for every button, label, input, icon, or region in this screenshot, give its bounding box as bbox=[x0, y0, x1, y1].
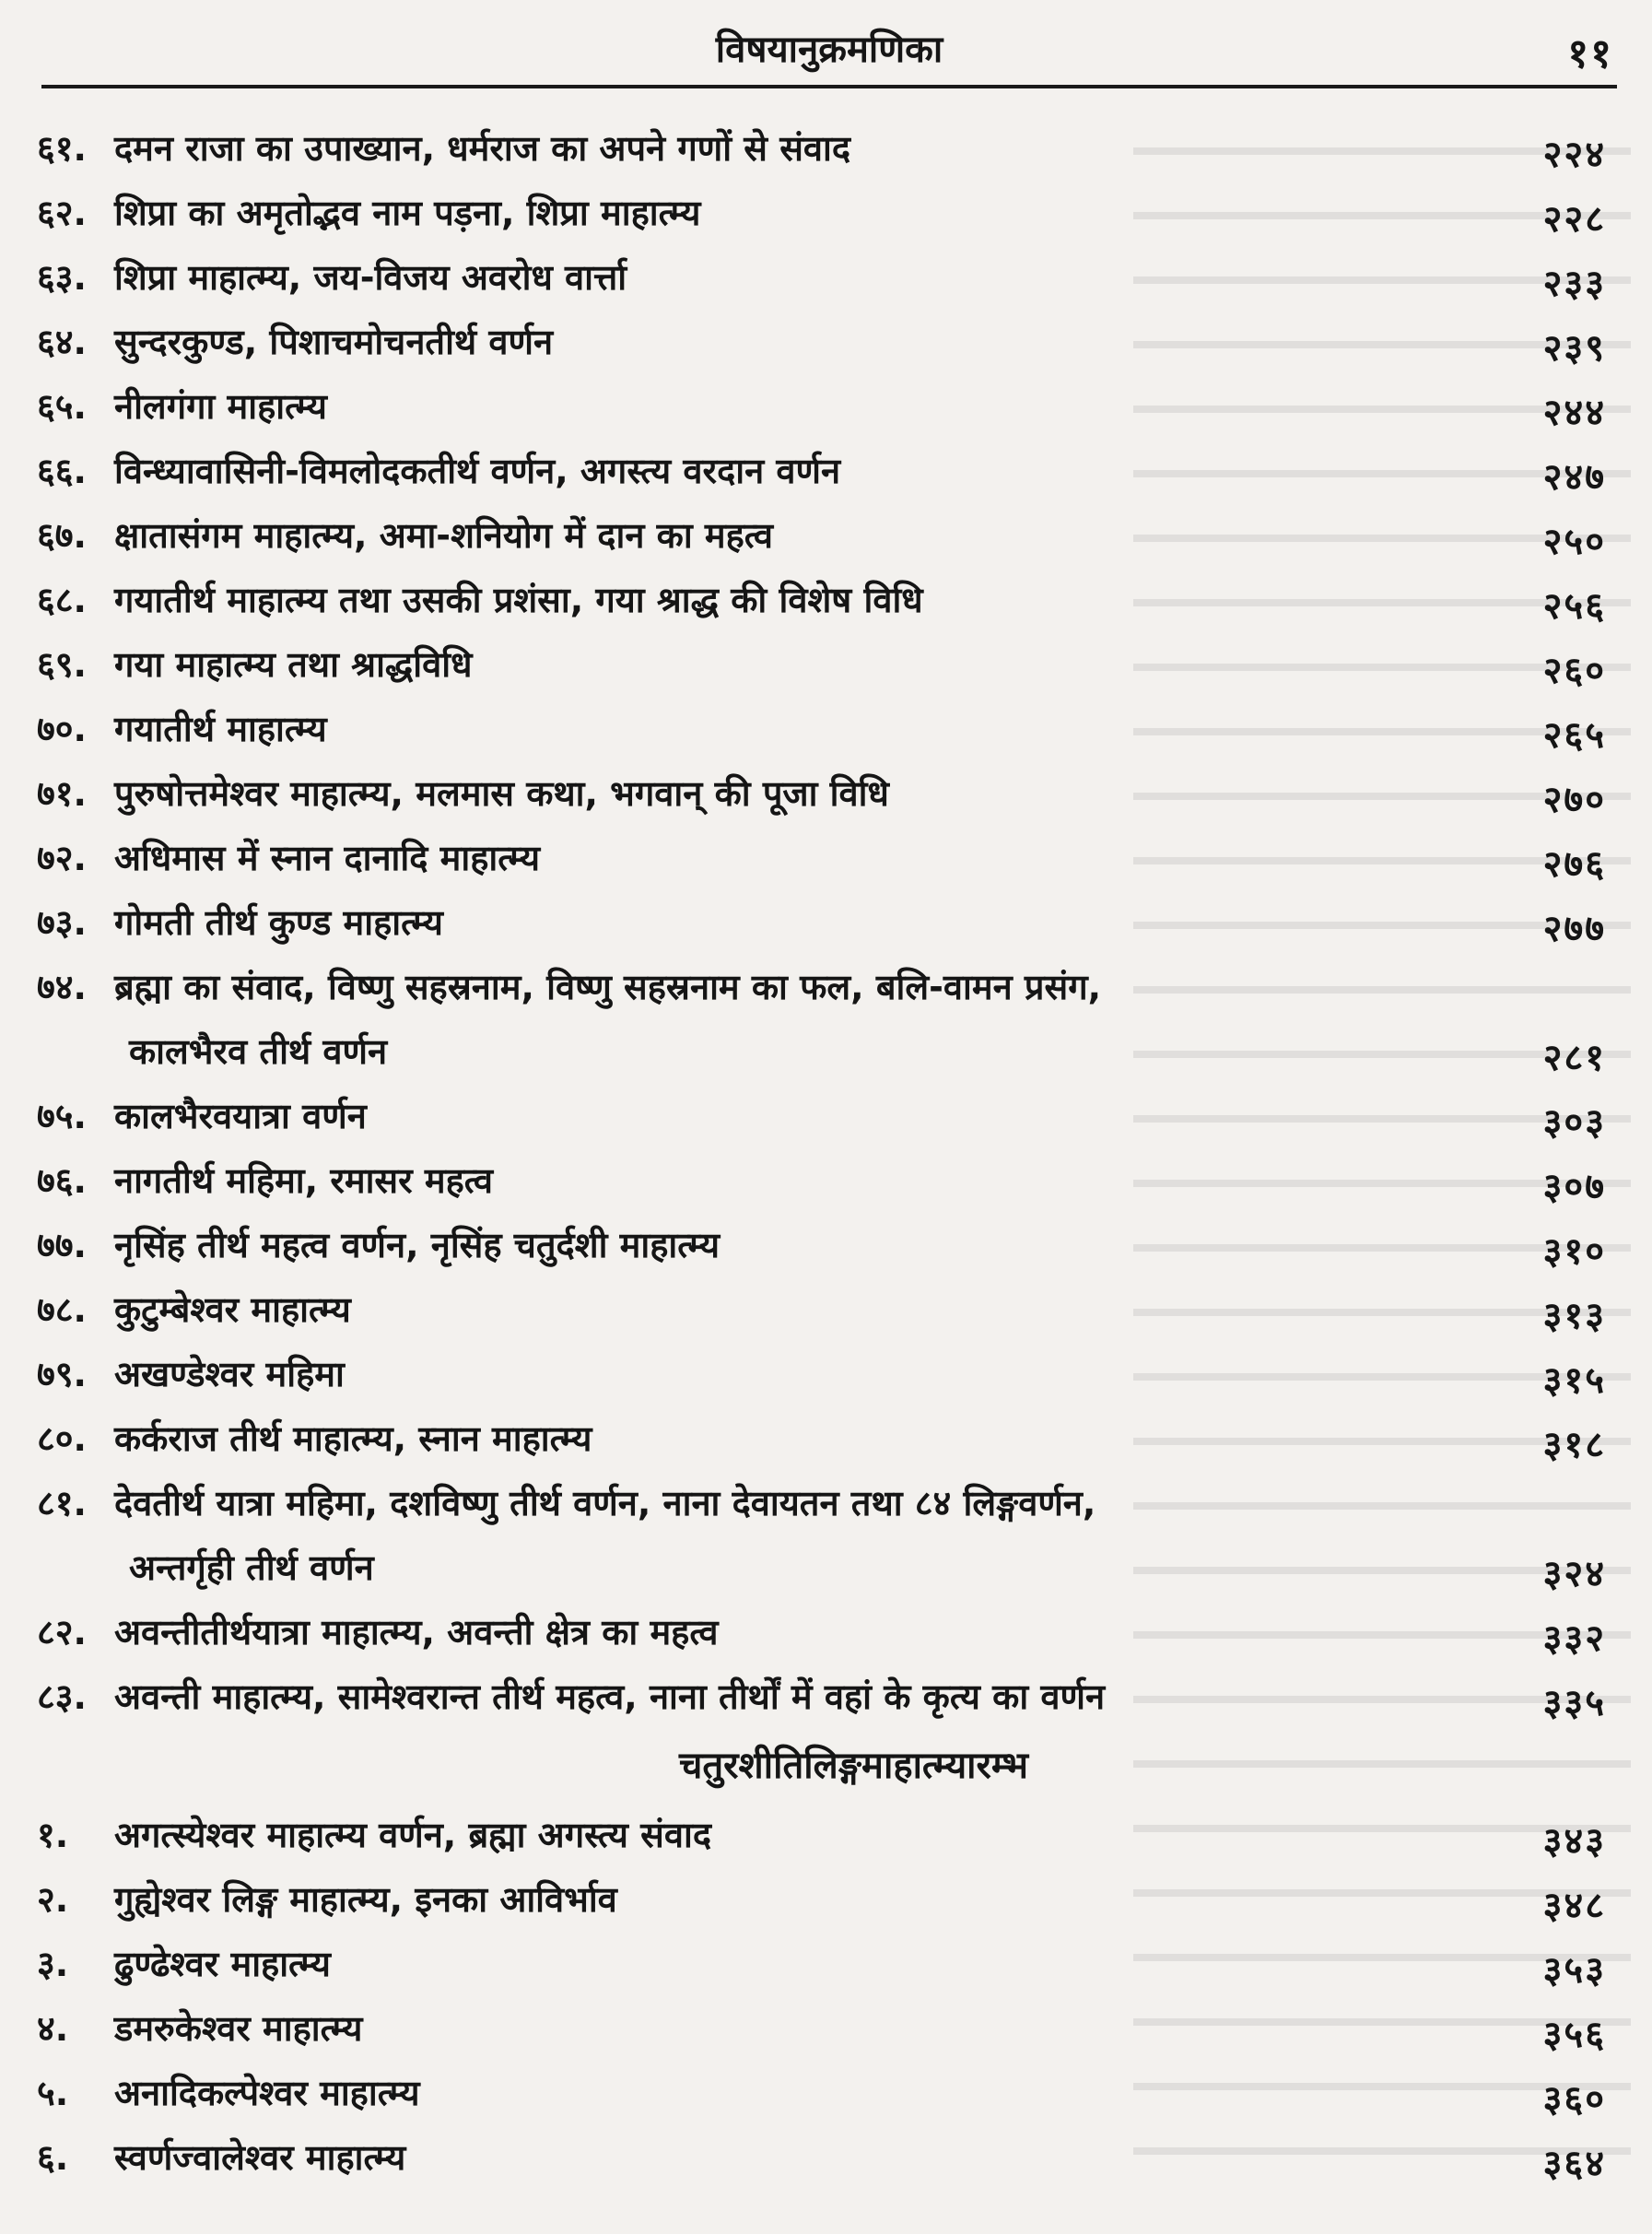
entry-number: ७३. bbox=[37, 902, 87, 943]
toc-entry bbox=[0, 1406, 1652, 1471]
toc-entry bbox=[0, 1932, 1652, 1996]
entry-page: २५० bbox=[1542, 521, 1606, 563]
entry-title: गोमती तीर्थ कुण्ड माहात्म्य bbox=[114, 902, 443, 943]
toc-entry bbox=[0, 116, 1652, 181]
entry-number: ६२. bbox=[37, 193, 87, 233]
toc-entry bbox=[0, 1084, 1652, 1148]
entry-number: ८०. bbox=[37, 1418, 87, 1459]
toc-entry bbox=[0, 1148, 1652, 1213]
entry-title: ब्रह्मा का संवाद, विष्णु सहस्रनाम, विष्णु सहस्रनाम का फल, बलि-वामन प्रसंग, bbox=[114, 967, 1102, 1007]
entry-number: ६३. bbox=[37, 257, 87, 298]
entry-title: ढुण्ढेश्वर माहात्म्य bbox=[114, 1944, 331, 1984]
entry-page: ३६४ bbox=[1542, 2143, 1606, 2185]
toc-entry bbox=[0, 697, 1652, 761]
entry-page: ३०३ bbox=[1542, 1101, 1606, 1144]
entry-title: कालभैरवयात्रा वर्णन bbox=[114, 1096, 367, 1136]
entry-page: २४४ bbox=[1542, 392, 1606, 434]
entry-title: गयातीर्थ माहात्म्य तथा उसकी प्रशंसा, गया श्राद्ध की विशेष विधि bbox=[114, 580, 923, 620]
entry-number: ७२. bbox=[37, 838, 87, 878]
entry-number: ८२. bbox=[37, 1612, 87, 1652]
entry-number: ७६. bbox=[37, 1160, 87, 1201]
toc-entry bbox=[0, 439, 1652, 503]
toc-entry bbox=[0, 2125, 1652, 2190]
entry-number: ७७. bbox=[37, 1225, 87, 1265]
entry-title: शिप्रा माहात्म्य, जय-विजय अवरोध वार्त्ता bbox=[114, 257, 627, 298]
toc-entry bbox=[0, 1664, 1652, 1729]
entry-number: ४. bbox=[37, 2008, 69, 2049]
entry-page: २३३ bbox=[1542, 263, 1606, 305]
entry-page: २२४ bbox=[1542, 134, 1606, 176]
entry-title: अधिमास में स्नान दानादि माहात्म्य bbox=[114, 838, 541, 878]
toc-entry bbox=[0, 374, 1652, 439]
toc-entry bbox=[0, 1600, 1652, 1664]
entry-number: ८३. bbox=[37, 1676, 87, 1717]
toc-entry bbox=[0, 1213, 1652, 1277]
toc-entry bbox=[0, 890, 1652, 955]
entry-title: डमरुकेश्वर माहात्म्य bbox=[114, 2008, 363, 2049]
entry-title-continued: कालभैरव तीर्थ वर्णन bbox=[129, 1031, 388, 1072]
toc-entry bbox=[0, 955, 1652, 1084]
toc-group-3 bbox=[0, 1600, 1652, 1729]
entry-title: गुह्येश्वर लिङ्ग माहात्म्य, इनका आविर्भाव bbox=[114, 1879, 617, 1920]
entry-title: दमन राजा का उपाख्यान, धर्मराज का अपने गणों से संवाद bbox=[114, 128, 851, 169]
entry-title: कुटुम्बेश्वर माहात्म्य bbox=[114, 1289, 351, 1330]
entry-title: अनादिकल्पेश्वर माहात्म्य bbox=[114, 2073, 420, 2113]
entry-page: ३५६ bbox=[1542, 2014, 1606, 2056]
toc-entry bbox=[0, 1996, 1652, 2061]
toc-entry bbox=[0, 632, 1652, 697]
section-heading: चतुरशीतिलिङ्गमाहात्म्यारम्भ bbox=[678, 1745, 1029, 1787]
entry-page: २७६ bbox=[1542, 843, 1606, 886]
table-of-contents bbox=[0, 116, 1652, 2190]
toc-entry bbox=[0, 310, 1652, 374]
entry-title: अखण्डेश्वर महिमा bbox=[114, 1354, 345, 1394]
entry-title-continued: अन्तर्गृही तीर्थ वर्णन bbox=[129, 1547, 374, 1588]
entry-page: ३४३ bbox=[1542, 1820, 1606, 1863]
entry-number: ५. bbox=[37, 2073, 69, 2113]
toc-entry bbox=[0, 761, 1652, 826]
entry-page: ३२४ bbox=[1542, 1553, 1606, 1595]
entry-title: देवतीर्थ यात्रा महिमा, दशविष्णु तीर्थ वर्णन, नाना देवायतन तथा ८४ लिङ्गवर्णन, bbox=[114, 1483, 1096, 1523]
entry-page: २२८ bbox=[1542, 198, 1606, 241]
entry-page: ३१३ bbox=[1542, 1295, 1606, 1337]
toc-group-4 bbox=[0, 1803, 1652, 2190]
header-rule bbox=[41, 85, 1617, 88]
entry-page: २४७ bbox=[1542, 456, 1606, 499]
entry-number: ६६. bbox=[37, 451, 87, 491]
entry-page: २३९ bbox=[1542, 327, 1606, 370]
entry-title: गयातीर्थ माहात्म्य bbox=[114, 709, 327, 749]
entry-page: ३४८ bbox=[1542, 1885, 1606, 1927]
toc-entry bbox=[0, 826, 1652, 890]
toc-entry bbox=[0, 1342, 1652, 1406]
toc-entry bbox=[0, 245, 1652, 310]
entry-title: कर्कराज तीर्थ माहात्म्य, स्नान माहात्म्य bbox=[114, 1418, 592, 1459]
toc-entry bbox=[0, 1471, 1652, 1600]
entry-number: ६४. bbox=[37, 322, 87, 362]
entry-number: ३. bbox=[37, 1944, 69, 1984]
entry-page: ३६० bbox=[1542, 2078, 1606, 2121]
entry-page: ३३५ bbox=[1542, 1682, 1606, 1724]
toc-entry bbox=[0, 1803, 1652, 1867]
page-header bbox=[41, 20, 1617, 90]
entry-page: २६० bbox=[1542, 650, 1606, 692]
toc-entry bbox=[0, 181, 1652, 245]
entry-number: ६१. bbox=[37, 128, 87, 169]
entry-number: ६८. bbox=[37, 580, 87, 620]
entry-number: ७१. bbox=[37, 773, 87, 814]
entry-number: ६७. bbox=[37, 515, 87, 556]
entry-title: अवन्तीतीर्थयात्रा माहात्म्य, अवन्ती क्षेत्र का महत्व bbox=[114, 1612, 719, 1652]
toc-entry bbox=[0, 1867, 1652, 1932]
entry-title: अगत्स्येश्वर माहात्म्य वर्णन, ब्रह्मा अगस्त्य संवाद bbox=[114, 1815, 712, 1855]
entry-title: नीलगंगा माहात्म्य bbox=[114, 386, 327, 427]
entry-title: नागतीर्थ महिमा, रमासर महत्व bbox=[114, 1160, 493, 1201]
entry-number: ७५. bbox=[37, 1096, 87, 1136]
toc-group-1 bbox=[0, 116, 1652, 955]
entry-number: २. bbox=[37, 1879, 69, 1920]
toc-entry bbox=[0, 2061, 1652, 2125]
entry-number: ७९. bbox=[37, 1354, 87, 1394]
entry-page: ३३२ bbox=[1542, 1617, 1606, 1660]
entry-title: विन्ध्यावासिनी-विमलोदकतीर्थ वर्णन, अगस्त्य वरदान वर्णन bbox=[114, 451, 841, 491]
header-page-number: ११ bbox=[1567, 30, 1613, 77]
entry-title: स्वर्णज्वालेश्वर माहात्म्य bbox=[114, 2137, 406, 2178]
entry-title: क्षातासंगम माहात्म्य, अमा-शनियोग में दान का महत्व bbox=[114, 515, 774, 556]
toc-entry bbox=[0, 1277, 1652, 1342]
entry-page: ३१५ bbox=[1542, 1359, 1606, 1402]
entry-page: ३१८ bbox=[1542, 1424, 1606, 1466]
entry-page: २५६ bbox=[1542, 585, 1606, 628]
entry-title: सुन्दरकुण्ड, पिशाचमोचनतीर्थ वर्णन bbox=[114, 322, 554, 362]
toc-entry bbox=[0, 503, 1652, 568]
entry-page: २६५ bbox=[1542, 714, 1606, 757]
entry-title: पुरुषोत्तमेश्वर माहात्म्य, मलमास कथा, भगवान् की पूजा विधि bbox=[114, 773, 889, 814]
entry-number: ६५. bbox=[37, 386, 87, 427]
entry-number: ६. bbox=[37, 2137, 69, 2178]
entry-page: २७० bbox=[1542, 779, 1606, 821]
entry-page: ३१० bbox=[1542, 1230, 1606, 1273]
entry-page: २७७ bbox=[1542, 908, 1606, 950]
entry-title: गया माहात्म्य तथा श्राद्धविधि bbox=[114, 644, 473, 685]
entry-title: अवन्ती माहात्म्य, सामेश्वरान्त तीर्थ महत्व, नाना तीर्थों में वहां के कृत्य का वर्णन bbox=[114, 1676, 1106, 1717]
entry-title: नृसिंह तीर्थ महत्व वर्णन, नृसिंह चतुर्दशी माहात्म्य bbox=[114, 1225, 721, 1265]
toc-entry bbox=[0, 568, 1652, 632]
entry-page: २८१ bbox=[1542, 1037, 1606, 1079]
entry-number: ७४. bbox=[37, 967, 87, 1007]
entry-page: ३०७ bbox=[1542, 1166, 1606, 1208]
entry-title: शिप्रा का अमृतोद्भव नाम पड़ना, शिप्रा माहात्म्य bbox=[114, 193, 701, 233]
entry-number: ६९. bbox=[37, 644, 87, 685]
entry-number: ७८. bbox=[37, 1289, 87, 1330]
entry-number: १. bbox=[37, 1815, 69, 1855]
header-title: विषयानुक्रमणिका bbox=[715, 29, 943, 71]
entry-page: ३५३ bbox=[1542, 1949, 1606, 1992]
entry-number: ८१. bbox=[37, 1483, 87, 1523]
toc-group-2 bbox=[0, 1084, 1652, 1471]
entry-number: ७०. bbox=[37, 709, 87, 749]
